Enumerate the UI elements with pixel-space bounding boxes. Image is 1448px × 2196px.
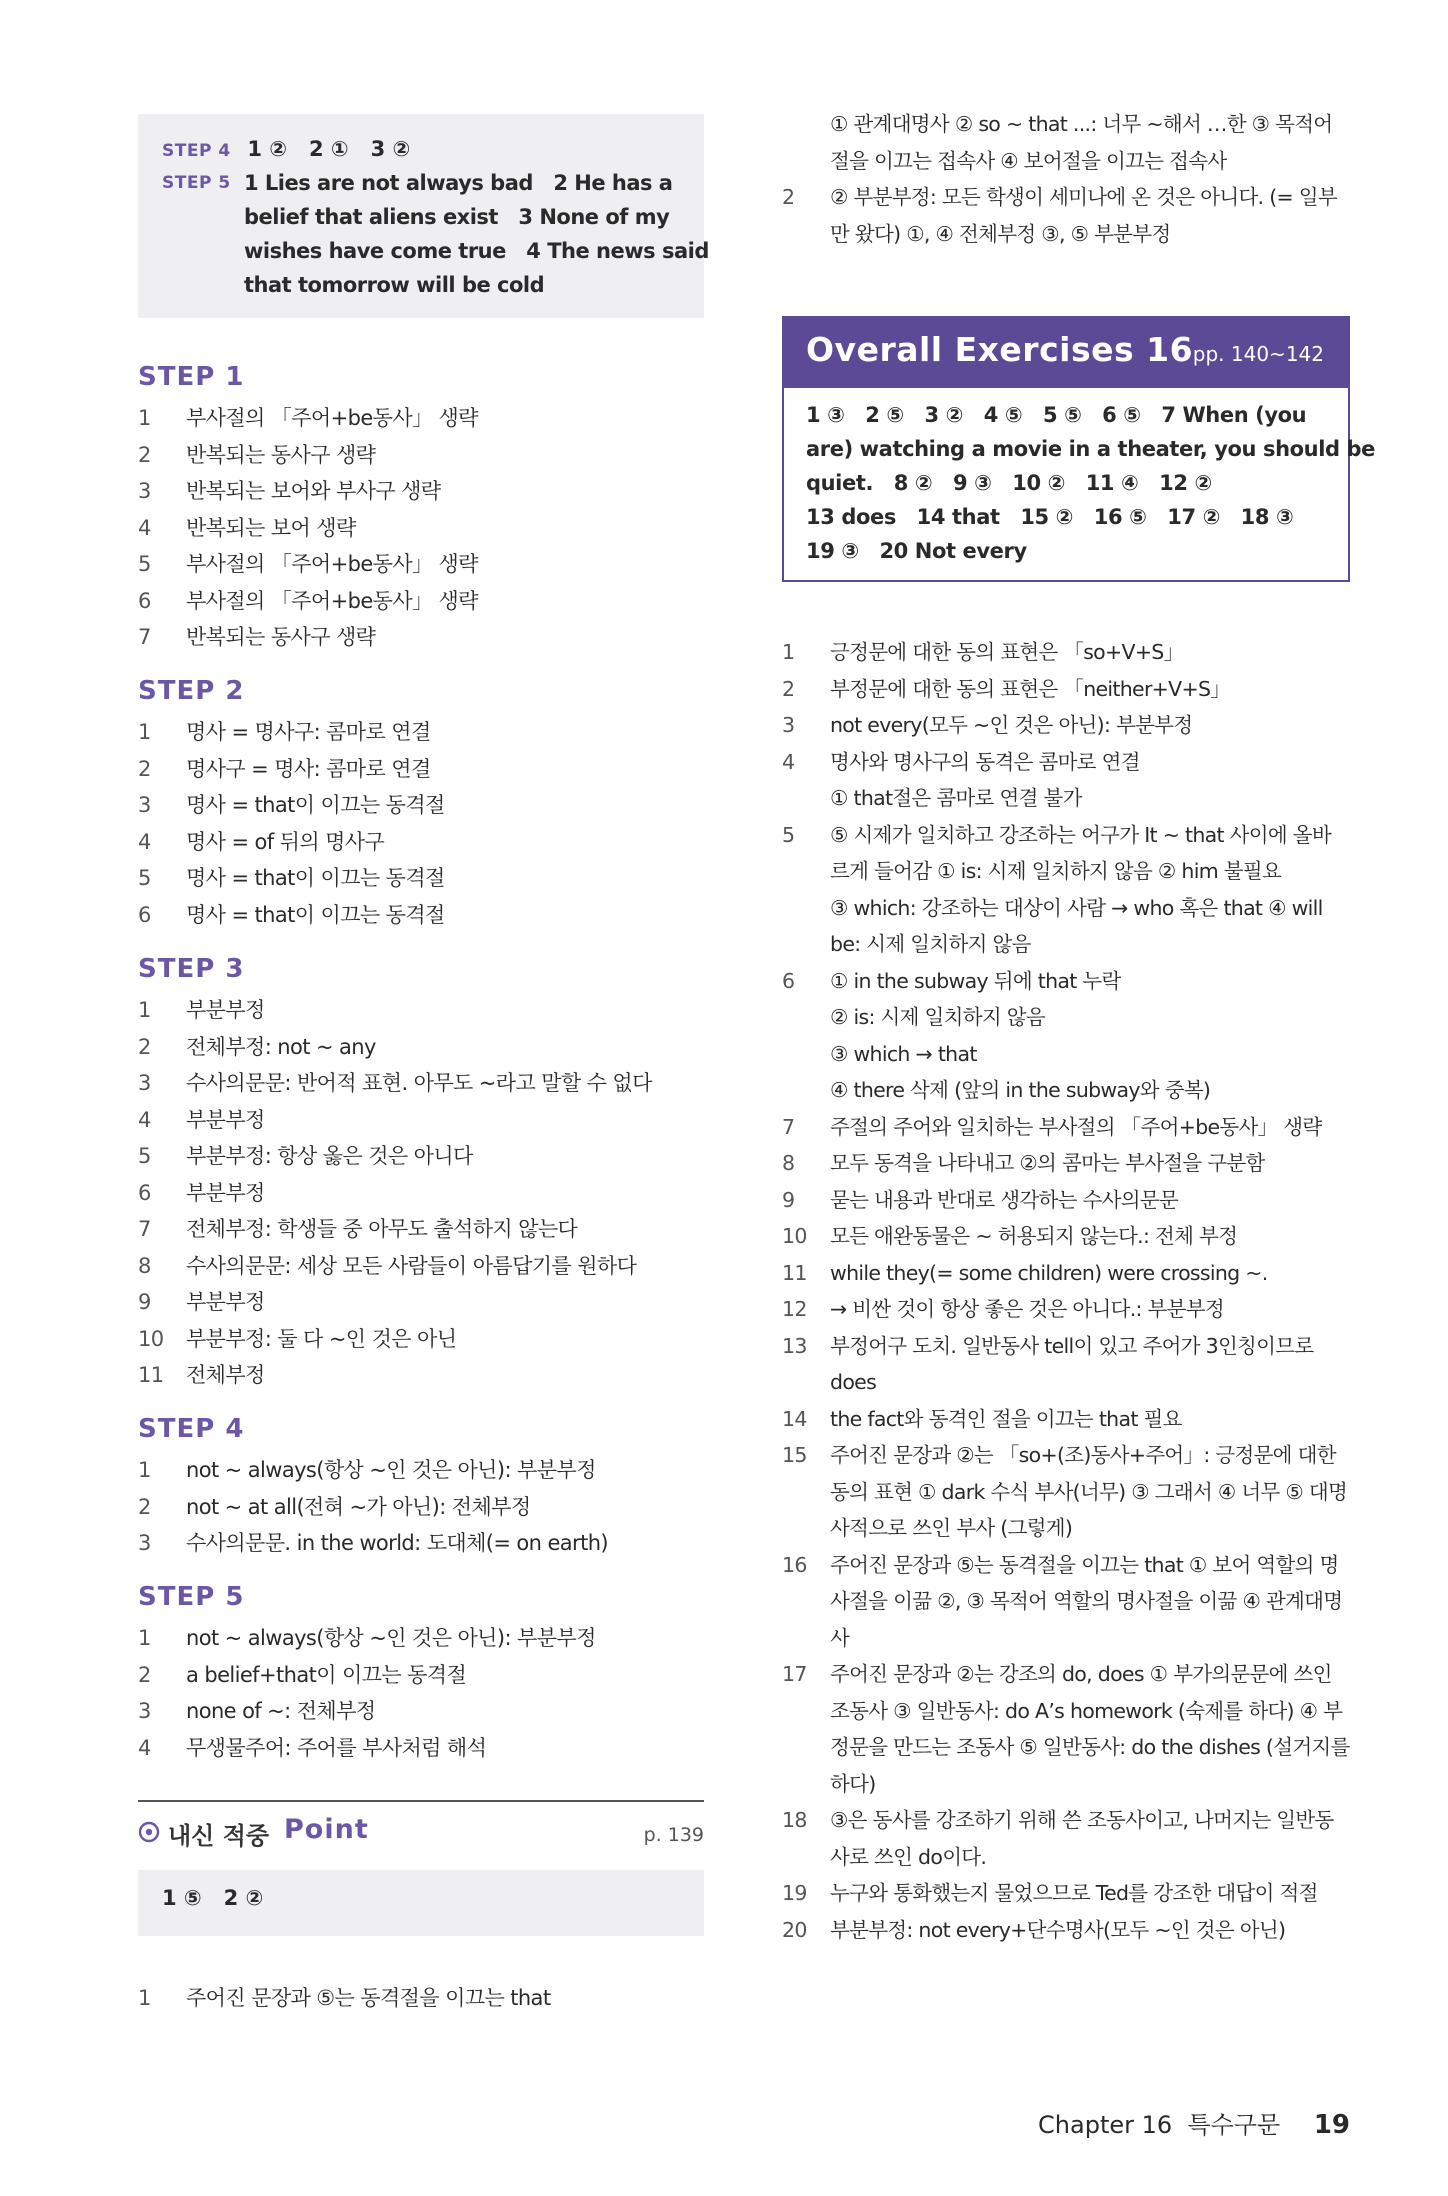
item-number [782,999,830,1036]
item-text: 반복되는 동사구 생략 [186,442,376,467]
item-text: 모두 동격을 나타내고 ②의 콤마는 부사절을 구분함 [830,1151,1265,1175]
item-number: 7 [138,1217,151,1241]
item-number: 17 [782,1662,807,1686]
item-text: → 비싼 것이 항상 좋은 것은 아니다.: 부분부정 [830,1297,1224,1321]
item-text: the fact와 동격인 절을 이끄는 that 필요 [830,1406,1182,1431]
list-item [138,1620,704,1657]
item-number: 3 [138,1699,151,1723]
list-item [782,780,1350,817]
item-number: 1 [138,406,151,430]
list-item [782,1109,1350,1146]
point-page: p. 139 [643,1824,704,1846]
item-number: 2 [138,1034,151,1059]
list-item [138,1065,704,1102]
item-number: 3 [138,1071,151,1095]
item-number: 1 [138,1986,151,2010]
point-answers: 1 ⑤ 2 ② [162,1886,264,1910]
item-number: 4 [138,1735,151,1760]
item-number: 2 [138,442,151,467]
step5-line: 1 Lies are not always bad 2 He has a [244,171,673,195]
item-number: 2 [138,1494,151,1519]
item-number: 15 [782,1443,807,1467]
answer-line: 19 ③ 20 Not every [806,539,1027,563]
list-item [138,619,704,656]
list-item [138,1657,704,1694]
item-text: not ~ at all(전혀 ~가 아닌): 전체부정 [186,1494,531,1519]
item-number: 3 [138,793,151,817]
list-item [138,1357,704,1394]
list-item [138,473,704,510]
item-text: 명사와 명사구의 동격은 콤마로 연결 [830,749,1140,774]
step5-line: belief that aliens exist 3 None of my [244,205,670,229]
item-text: 부분부정 [186,1107,265,1132]
item-text: 누구와 통화했는지 물었으므로 Ted를 강조한 대답이 적절 [830,1881,1318,1905]
step4-answers: 1 ② 2 ① 3 ② [247,137,411,161]
list-item [782,1328,1350,1401]
item-number: 1 [138,720,151,744]
list-item [782,1036,1350,1073]
list-item [782,1255,1350,1292]
item-text: ③ which → that [830,1041,977,1066]
step5-answers [244,166,709,302]
item-text: 부분부정 [186,1290,265,1314]
page-footer [1038,2105,1350,2140]
list-item [782,1547,1350,1657]
item-text: 주어진 문장과 ⑤는 동격절을 이끄는 that ① 보어 역할의 명사절을 이끎 ②, ③ 목적어 역할의 명사절을 이끎 ④ 관계대명사 [830,1552,1343,1650]
step4-label: STEP 4 [162,141,231,161]
overall-exercises-pages: pp. 140~142 [1192,342,1324,366]
item-number: 2 [782,676,795,701]
item-text: 부분부정: not every+단수명사(모두 ~인 것은 아닌) [830,1917,1286,1942]
list-item [782,744,1350,781]
item-text: 명사 = 명사구: 콤마로 연결 [186,720,431,744]
item-text: 주어진 문장과 ②는 「so+(조)동사+주어」: 긍정문에 대한 동의 표현 ① dark 수식 부사(너무) ③ 그래서 ④ 너무 ⑤ 대명사적으로 쓰인 부사 (그렇게) [830,1443,1348,1540]
list-item [782,634,1350,671]
point-header [138,1812,704,1856]
item-text: 전체부정: not ~ any [186,1034,376,1059]
step5-heading: STEP 5 [138,1582,245,1612]
item-number: 1 [138,1458,151,1482]
overall-exercises-header [784,318,1348,388]
item-text: ④ there 삭제 (앞의 in the subway와 중복) [830,1078,1211,1102]
overall-exercises-answers [784,388,1376,580]
step3-heading: STEP 3 [138,954,245,984]
list-item [138,897,704,934]
item-number: 4 [138,829,151,854]
step2-heading: STEP 2 [138,676,245,706]
list-item [138,787,704,824]
step4-heading: STEP 4 [138,1414,245,1444]
answer-line: 1 ③ 2 ⑤ 3 ② 4 ⑤ 5 ⑤ 6 ⑤ 7 When (you [806,403,1307,427]
item-number: 9 [782,1187,795,1212]
item-text: 부정문에 대한 동의 표현은 「neither+V+S」 [830,676,1231,701]
item-text: 반복되는 동사구 생략 [186,625,376,649]
list-item [138,1980,704,2017]
item-number: 9 [138,1290,151,1314]
item-number [782,1036,830,1073]
item-number: 3 [782,713,795,737]
list-item [138,437,704,474]
continued-list [782,106,1350,252]
item-number: 18 [782,1808,807,1832]
item-number [782,780,830,817]
list-item [138,1489,704,1526]
step4-answer-row [162,132,410,168]
item-text: 주어진 문장과 ⑤는 동격절을 이끄는 that [186,1986,551,2010]
overall-explanations-list [782,634,1350,1948]
list-item [138,1175,704,1212]
item-number: 2 [138,756,151,781]
item-text: ③ which: 강조하는 대상이 사람 → who 혹은 that ④ will be: 시제 일치하지 않음 [830,895,1323,956]
list-item [782,817,1350,890]
list-item [138,583,704,620]
item-text: 수사의문문: 세상 모든 사람들이 아름답기를 원하다 [186,1253,637,1278]
item-text: while they(= some children) were crossing ~. [830,1260,1268,1285]
step3-list [138,992,704,1394]
item-text: 부사절의 「주어+be동사」 생략 [186,588,478,613]
point-answer-box [138,1870,704,1936]
item-text: 부사절의 「주어+be동사」 생략 [186,406,478,430]
step5-line: wishes have come true 4 The news said [244,239,709,263]
item-number: 2 [782,185,795,209]
step5-answer-row [162,166,709,302]
item-text: 부분부정 [186,1180,265,1205]
list-item [782,1145,1350,1182]
item-text: 전체부정 [186,1363,265,1387]
item-number: 16 [782,1552,807,1577]
item-text: 부정어구 도치. 일반동사 tell이 있고 주어가 3인칭이므로 does [830,1333,1314,1394]
step4-list [138,1452,704,1562]
item-text: 부분부정 [186,998,265,1022]
list-item [782,1291,1350,1328]
item-text: a belief+that이 이끄는 동격절 [186,1662,467,1687]
item-text: 부분부정: 둘 다 ~인 것은 아닌 [186,1326,457,1351]
item-number: 8 [138,1253,151,1278]
item-number: 4 [138,1107,151,1132]
item-number: 6 [138,1180,151,1205]
item-number: 10 [138,1326,164,1351]
point-list [138,1980,704,2017]
list-item [138,992,704,1029]
item-number: 2 [138,1662,151,1687]
list-item [138,1138,704,1175]
list-item [138,860,704,897]
item-number: 7 [138,625,151,649]
list-item [782,707,1350,744]
list-item [782,671,1350,708]
item-number: 5 [138,552,151,576]
list-item [138,1211,704,1248]
step2-list [138,714,704,933]
item-text: 주어진 문장과 ②는 강조의 do, does ① 부가의문문에 쓰인 조동사 ③ 일반동사: do A’s homework (숙제를 하다) ④ 부정문을 만드는 조동사 ⑤ 일반동사: do the dishes (설거지를 하다) [830,1662,1350,1796]
item-number: 14 [782,1406,807,1431]
item-text: 부분부정: 항상 옳은 것은 아니다 [186,1144,473,1168]
item-text: none of ~: 전체부정 [186,1699,376,1723]
item-number: 19 [782,1881,807,1905]
item-number: 6 [138,902,151,927]
item-number: 6 [138,588,151,613]
item-text: 반복되는 보어 생략 [186,515,356,540]
overall-exercises-box [782,316,1376,582]
item-number: 20 [782,1917,807,1942]
item-text: ① in the subway 뒤에 that 누락 [830,968,1121,993]
item-number [782,106,830,179]
item-text: ② is: 시제 일치하지 않음 [830,1005,1045,1029]
item-text: not ~ always(항상 ~인 것은 아닌): 부분부정 [186,1458,596,1482]
list-item [138,1730,704,1767]
item-text: 무생물주어: 주어를 부사처럼 해석 [186,1735,487,1760]
item-number: 6 [782,968,795,993]
list-item [782,1437,1350,1547]
item-text: 긍정문에 대한 동의 표현은 「so+V+S」 [830,640,1184,664]
point-title-kr: 내신 적중 [168,1822,270,1850]
item-text: ② 부분부정: 모든 학생이 세미나에 온 것은 아니다. (= 일부만 왔다) ①, ④ 전체부정 ③, ⑤ 부분부정 [830,185,1337,246]
answer-line: are) watching a movie in a theater, you should be [806,437,1376,461]
list-item [138,1693,704,1730]
answer-box [138,114,709,318]
step5-line: that tomorrow will be cold [244,273,545,297]
list-item [782,1072,1350,1109]
item-text: 묻는 내용과 반대로 생각하는 수사의문문 [830,1187,1179,1212]
step1-list [138,400,704,656]
page-number: 19 [1313,2110,1350,2140]
list-item [782,1875,1350,1912]
list-item [138,1102,704,1139]
answer-line: quiet. 8 ② 9 ③ 10 ② 11 ④ 12 ② [806,471,1212,495]
list-item [138,1029,704,1066]
overall-exercises-title: Overall Exercises 16 [806,330,1194,369]
list-item [782,106,1350,179]
item-number: 1 [138,1626,151,1650]
list-item [782,1656,1350,1802]
step5-label: STEP 5 [162,173,231,193]
item-text: 명사 = that이 이끄는 동격절 [186,866,445,890]
list-item [138,1284,704,1321]
item-number: 5 [138,866,151,890]
item-number: 11 [782,1260,807,1285]
item-number: 11 [138,1363,164,1387]
item-text: ⑤ 시제가 일치하고 강조하는 어구가 It ~ that 사이에 올바르게 들어감 ① is: 시제 일치하지 않음 ② him 불필요 [830,822,1331,883]
item-text: ③은 동사를 강조하기 위해 쓴 조동사이고, 나머지는 일반동사로 쓰인 do이다. [830,1808,1334,1869]
item-text: ① 관계대명사 ② so ~ that ...: 너무 ~해서 …한 ③ 목적어 절을 이끄는 접속사 ④ 보어절을 이끄는 접속사 [830,112,1333,173]
item-number: 13 [782,1333,807,1358]
list-item [138,824,704,861]
list-item [782,179,1350,252]
step5-list [138,1620,704,1766]
point-divider [138,1800,704,1802]
item-number: 4 [782,749,795,774]
list-item [782,890,1350,963]
item-text: not every(모두 ~인 것은 아닌): 부분부정 [830,713,1193,737]
item-text: 명사 = that이 이끄는 동격절 [186,793,445,817]
item-text: 전체부정: 학생들 중 아무도 출석하지 않는다 [186,1217,578,1241]
list-item [138,1452,704,1489]
item-text: 부사절의 「주어+be동사」 생략 [186,552,478,576]
item-number: 4 [138,515,151,540]
answer-line: 13 does 14 that 15 ② 16 ⑤ 17 ② 18 ③ [806,505,1294,529]
list-item [138,1525,704,1562]
list-item [138,1321,704,1358]
item-number: 1 [138,998,151,1022]
list-item [782,1218,1350,1255]
item-number: 7 [782,1114,795,1139]
list-item [782,1802,1350,1875]
list-item [138,510,704,547]
list-item [782,999,1350,1036]
item-number: 5 [782,822,795,847]
list-item [782,963,1350,1000]
chapter-label: Chapter 16 특수구문 [1038,2111,1281,2139]
item-text: 명사 = that이 이끄는 동격절 [186,902,445,927]
target-icon [138,1821,160,1847]
list-item [138,400,704,437]
item-text: 명사구 = 명사: 콤마로 연결 [186,756,431,781]
item-text: 반복되는 보어와 부사구 생략 [186,479,441,503]
list-item [138,546,704,583]
item-text: 모든 애완동물은 ~ 허용되지 않는다.: 전체 부정 [830,1224,1238,1248]
item-number: 3 [138,479,151,503]
item-number: 8 [782,1151,795,1175]
item-text: not ~ always(항상 ~인 것은 아닌): 부분부정 [186,1626,596,1650]
item-number [782,890,830,963]
item-text: 수사의문문: 반어적 표현. 아무도 ~라고 말할 수 없다 [186,1071,652,1095]
step1-heading: STEP 1 [138,362,245,392]
item-text: 주절의 주어와 일치하는 부사절의 「주어+be동사」 생략 [830,1114,1322,1139]
point-title-en: Point [284,1814,369,1845]
list-item [138,1248,704,1285]
item-number: 5 [138,1144,151,1168]
list-item [138,751,704,788]
item-number: 3 [138,1531,151,1555]
item-text: ① that절은 콤마로 연결 불가 [830,786,1082,810]
list-item [782,1912,1350,1949]
item-number [782,1072,830,1109]
item-number: 12 [782,1297,807,1321]
list-item [138,714,704,751]
item-number: 1 [782,640,795,664]
list-item [782,1401,1350,1438]
item-number: 10 [782,1224,807,1248]
list-item [782,1182,1350,1219]
item-text: 수사의문문. in the world: 도대체(= on earth) [186,1531,609,1555]
item-text: 명사 = of 뒤의 명사구 [186,829,385,854]
